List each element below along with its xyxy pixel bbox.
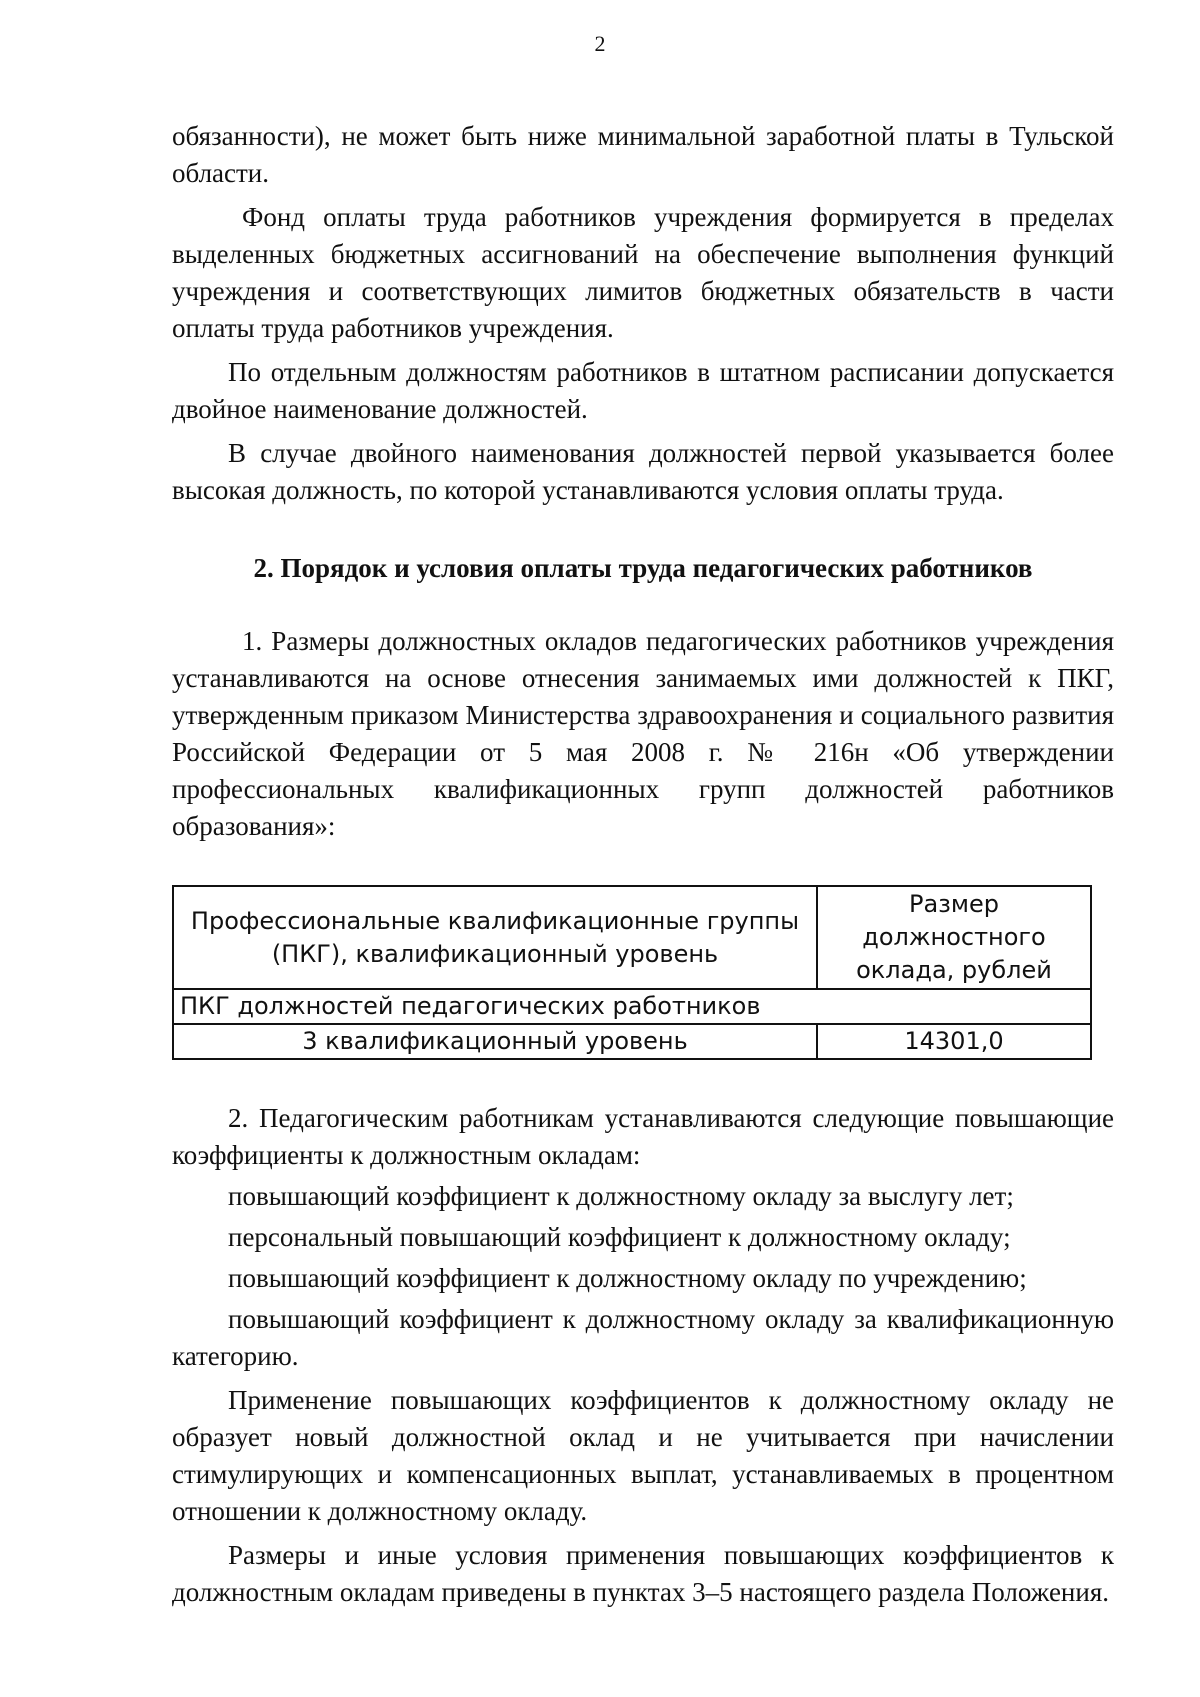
table-cell-salary: 14301,0 [817, 1024, 1091, 1059]
paragraph-application: Применение повышающих коэффициентов к должностному окладу не образует новый должностной оклад и не учитывается при начислении стимулирующих и компенсационных выплат, устанавливаемых в процентном отношении к должностному окладу. [172, 1385, 1114, 1526]
coefficient-item: повышающий коэффициент к должностному окладу за квалификационную категорию. [172, 1304, 1114, 1371]
paragraph-intro-continuation: обязанности), не может быть ниже минимальной заработной платы в Тульской области. [172, 121, 1114, 188]
salary-table-wrapper [172, 885, 1092, 1060]
coefficient-item: повышающий коэффициент к должностному окладу за выслугу лет; [228, 1181, 1014, 1211]
table-header-qualification-group: Профессиональные квалификационные группы (ПКГ), квалификационный уровень [173, 886, 817, 989]
paragraph-double-title: По отдельным должностям работников в штатном расписании допускается двойное наименование должностей. [172, 357, 1114, 424]
item-2-paragraph: 2. Педагогическим работникам устанавливаются следующие повышающие коэффициенты к должностным окладам: [172, 1103, 1114, 1170]
table-cell-level: 3 квалификационный уровень [173, 1024, 817, 1059]
table-row [173, 1024, 1091, 1059]
table-row [173, 989, 1091, 1024]
page-number: 2 [594, 31, 606, 56]
table-header-salary-size: Размер должностного оклада, рублей [817, 886, 1091, 989]
table-header-row [173, 886, 1091, 989]
section-title: 2. Порядок и условия оплаты труда педагогических работников [253, 553, 1033, 583]
table-group-cell: ПКГ должностей педагогических работников [173, 989, 1091, 1024]
coefficient-item: повышающий коэффициент к должностному окладу по учреждению; [228, 1263, 1027, 1293]
item-1-paragraph: 1. Размеры должностных окладов педагогических работников учреждения устанавливаются на основе отнесения занимаемых ими должностей к ПКГ, утвержденным приказом Министерства здравоохранения и социального развития Российской Федерации от 5 мая 2008 г. № 216н «Об утверждении профессиональных квалификационных групп должностей работников образования»: [172, 626, 1114, 841]
salary-table [172, 885, 1092, 1060]
paragraph-pay-fund: Фонд оплаты труда работников учреждения формируется в пределах выделенных бюджетных ассигнований на обеспечение выполнения функций учреждения и соответствующих лимитов бюджетных обязательств в части оплаты труда работников учреждения. [172, 202, 1114, 343]
paragraph-double-title-rule: В случае двойного наименования должностей первой указывается более высокая должность, по которой устанавливаются условия оплаты труда. [172, 438, 1114, 505]
coefficient-item: персональный повышающий коэффициент к должностному окладу; [228, 1222, 1011, 1252]
document-body [172, 118, 1114, 1611]
paragraph-sizes: Размеры и иные условия применения повышающих коэффициентов к должностным окладам приведены в пунктах 3–5 настоящего раздела Положения. [172, 1540, 1114, 1607]
